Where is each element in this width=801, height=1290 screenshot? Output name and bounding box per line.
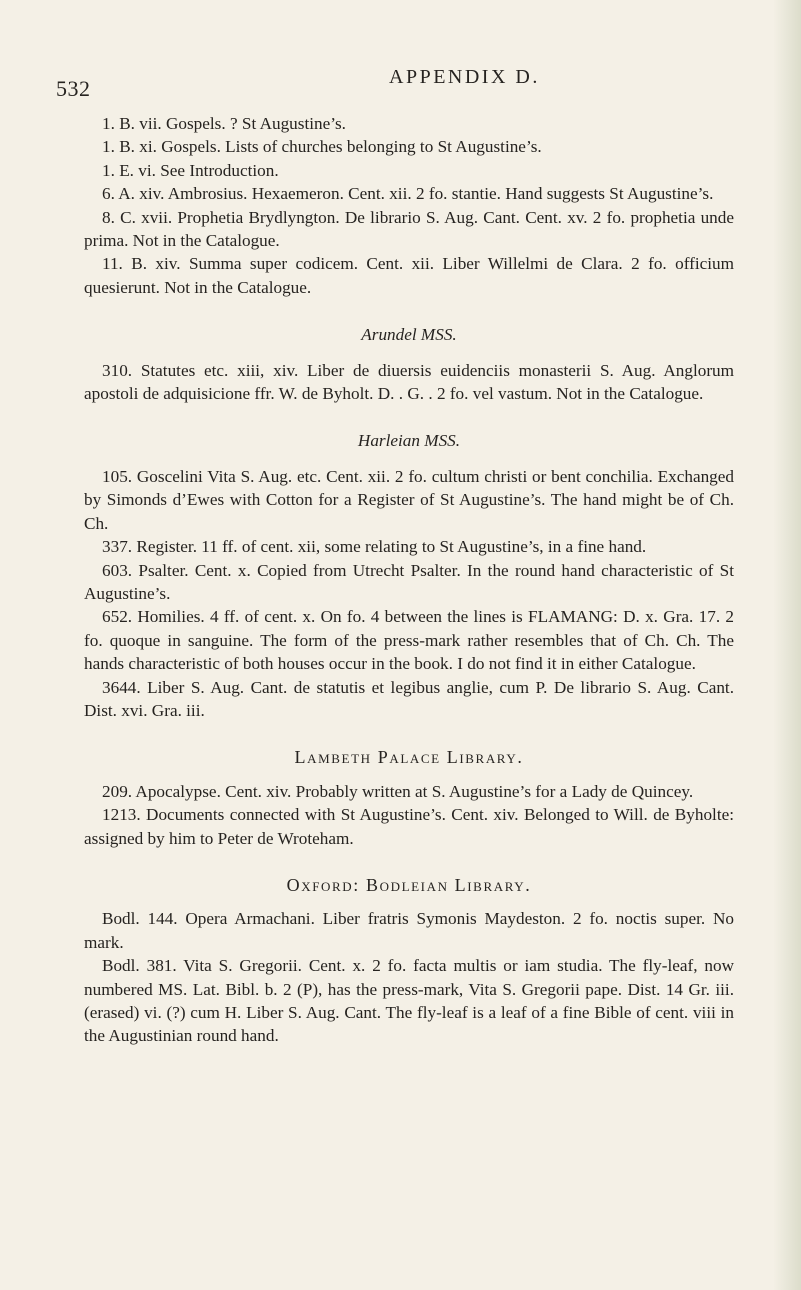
page-header (56, 60, 756, 101)
page-edge-shadow (773, 0, 801, 1290)
harleian-heading: Harleian MSS. (357, 431, 461, 451)
lambeth-heading: Lambeth Palace Library. (294, 747, 524, 768)
lambeth-entry: 209. Apocalypse. Cent. xiv. Probably written at S. Augustine’s for a Lady de Quincey. (102, 781, 694, 801)
arundel-heading: Arundel MSS. (361, 325, 457, 345)
bodleian-entry: Bodl. 144. Opera Armachani. Liber fratris Symonis Maydeston. 2 fo. noctis super. No mark. (84, 909, 734, 952)
lambeth-entry: 1213. Documents connected with St Augustine’s. Cent. xiv. Belonged to Will. de Byholte: assigned by him to Peter de Wroteham. (84, 805, 734, 848)
page-number: 532 (56, 76, 91, 101)
harleian-entry: 652. Homilies. 4 ff. of cent. x. On fo. 4 between the lines is FLAMANG: D. x. Gra. 17. 2 fo. quoque in sanguine. The form of the press-mark rather resembles that of Ch. Ch. The hands characteristic of both houses occur in the book. I do not find it in either Catalogue. (84, 607, 734, 674)
page-body (84, 112, 734, 1048)
entry-4: 6. A. xiv. Ambrosius. Hexaemeron. Cent. xii. 2 fo. stantie. Hand suggests St Augustine’s. (102, 184, 714, 204)
bodleian-heading: Oxford: Bodleian Library. (286, 874, 532, 895)
entry-5: 8. C. xvii. Prophetia Brydlyngton. De librario S. Aug. Cant. Cent. xv. 2 fo. prophetia unde prima. Not in the Catalogue. (84, 207, 734, 251)
entry-1: 1. B. vii. Gospels. ? St Augustine’s. (102, 114, 346, 133)
entry-6: 11. B. xiv. Summa super codicem. Cent. xii. Liber Willelmi de Clara. 2 fo. officium quesierunt. Not in the Catalogue. (84, 254, 734, 297)
harleian-entry: 603. Psalter. Cent. x. Copied from Utrecht Psalter. In the round hand characteristic of St Augustine’s. (84, 560, 734, 603)
harleian-entry: 3644. Liber S. Aug. Cant. de statutis et legibus anglie, cum P. De librario S. Aug. Cant. Dist. xvi. Gra. iii. (84, 677, 734, 720)
entry-3: 1. E. vi. See Introduction. (102, 160, 279, 180)
harleian-entry: 337. Register. 11 ff. of cent. xii, some relating to St Augustine’s, in a fine hand. (102, 537, 647, 557)
harleian-entry: 105. Goscelini Vita S. Aug. etc. Cent. xii. 2 fo. cultum christi or bent conchilia. Exchanged by Simonds d’Ewes with Cotton for a Register of St Augustine’s. The hand might be of Ch. Ch. (84, 466, 734, 533)
running-head: APPENDIX D. (389, 66, 540, 88)
arundel-entry: 310. Statutes etc. xiii, xiv. Liber de diuersis euidenciis monasterii S. Aug. Anglorum apostoli de adquisicione ffr. W. de Byholt. D. . G. . 2 fo. vel vastum. Not in the Catalogue. (84, 360, 734, 404)
entry-2: 1. B. xi. Gospels. Lists of churches belonging to St Augustine’s. (102, 137, 542, 157)
bodleian-entry: Bodl. 381. Vita S. Gregorii. Cent. x. 2 fo. facta multis or iam studia. The fly-leaf, now numbered MS. Lat. Bibl. b. 2 (P), has the press-mark, Vita S. Gregorii pape. Dist. 14 Gr. iii. (erased) vi. (?) cum H. Liber S. Aug. Cant. The fly-leaf is a leaf of a fine Bible of cent. viii in the Augustinian round hand. (84, 956, 734, 1046)
